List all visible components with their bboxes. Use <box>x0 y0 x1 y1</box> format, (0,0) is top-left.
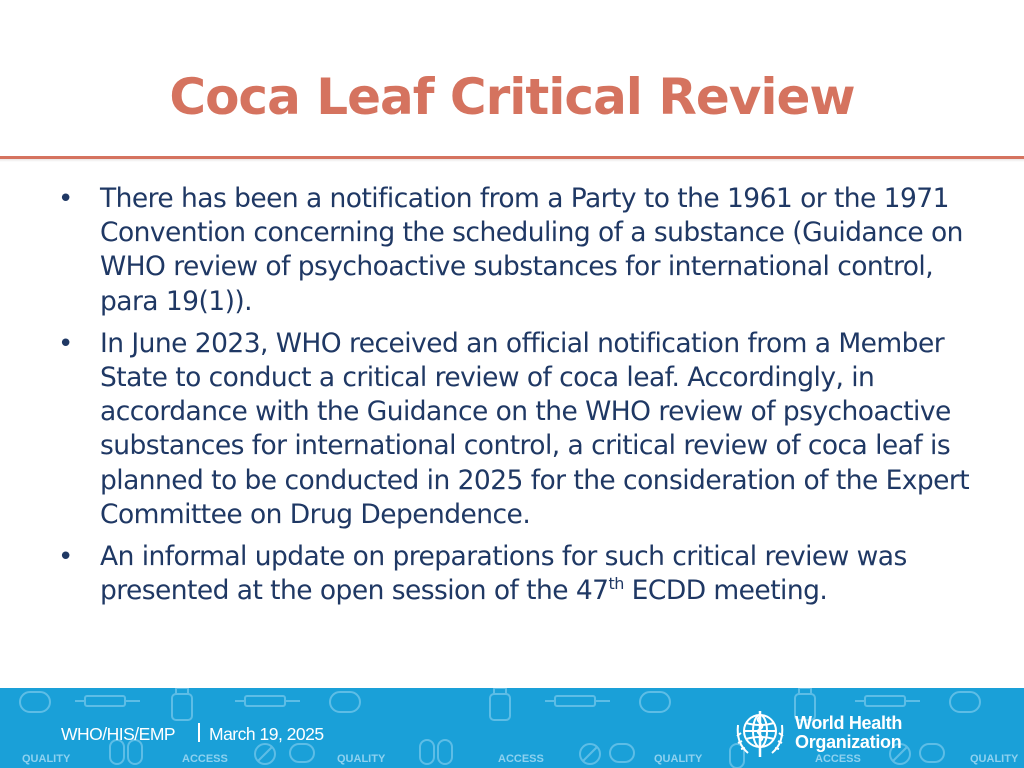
pattern-word: ACCESS <box>182 753 228 765</box>
slide-body <box>58 182 978 616</box>
who-logo-line2: Organization <box>795 732 902 752</box>
who-logo-text <box>795 714 902 752</box>
bullet-dot: • <box>58 542 73 573</box>
pattern-word: QUALITY <box>337 753 386 765</box>
footer-banner <box>0 688 1024 768</box>
footer-org-code: WHO/HIS/EMP <box>61 724 176 744</box>
bullet-item <box>58 182 978 319</box>
syringe-icon <box>75 696 920 706</box>
who-logo-line1: World Health <box>795 713 903 733</box>
footer-date: March 19, 2025 <box>209 724 324 744</box>
bullet-text-end: ECDD meeting. <box>623 575 828 607</box>
bullet-dot: • <box>58 328 73 359</box>
bottle-icon <box>172 688 815 720</box>
bullet-text: An informal update on preparations for such critical review was presented at the open session of the 47 <box>100 541 907 607</box>
pattern-word: QUALITY <box>654 753 703 765</box>
slide-title: Coca Leaf Critical Review <box>169 68 855 126</box>
footer-separator <box>198 723 200 742</box>
pattern-word: ACCESS <box>815 753 861 765</box>
bullet-item <box>58 327 978 532</box>
bullet-text: There has been a notification from a Party to the 1961 or the 1971 Convention concerning the scheduling of a substance (Guidance on WHO review of psychoactive substances for international control, para 19(1)). <box>100 183 963 317</box>
bullet-item <box>58 540 978 608</box>
pattern-word: QUALITY <box>970 753 1019 765</box>
pattern-word: QUALITY <box>22 753 71 765</box>
pattern-word: ACCESS <box>498 753 544 765</box>
ordinal-superscript: th <box>608 574 624 594</box>
bullet-list <box>58 182 978 608</box>
title-divider-shadow <box>0 159 1024 162</box>
who-emblem-icon <box>732 705 788 761</box>
bullet-dot: • <box>58 184 73 214</box>
bullet-text: In June 2023, WHO received an official notification from a Member State to conduct a critical review of coca leaf. Accordingly, in accordance with the Guidance on the WHO review of psychoactive substances for international control, a critical review of coca leaf is planned to be conducted in 2025 for the consideration of the Expert Committee on Drug Dependence. <box>100 327 970 530</box>
